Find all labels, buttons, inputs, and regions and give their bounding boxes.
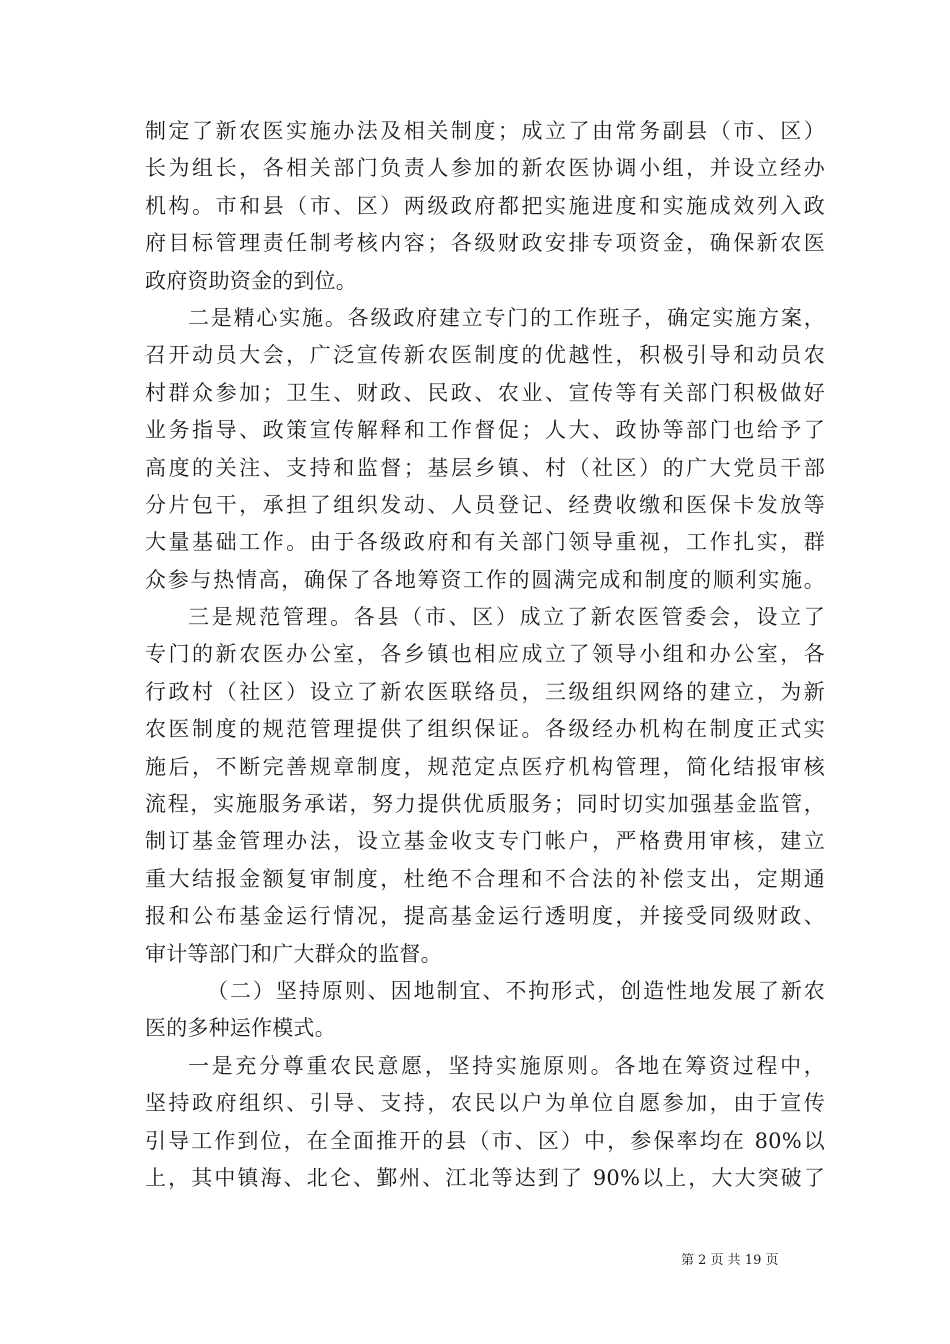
document-body bbox=[145, 113, 825, 1197]
text-line: 分片包干，承担了组织发动、人员登记、经费收缴和医保卡发放等 bbox=[145, 492, 825, 517]
text-line: 高度的关注、支持和监督；基层乡镇、村（社区）的广大党员干部 bbox=[145, 455, 825, 480]
text-line: 机构。市和县（市、区）两级政府都把实施进度和实施成效列入政 bbox=[145, 193, 825, 218]
paragraph-p2 bbox=[145, 300, 825, 599]
text-line: 业务指导、政策宣传解释和工作督促；人大、政协等部门也给予了 bbox=[145, 418, 825, 443]
text-line: 流程，实施服务承诺，努力提供优质服务；同时切实加强基金监管， bbox=[145, 792, 825, 817]
text-line: 施后，不断完善规章制度，规范定点医疗机构管理，简化结报审核 bbox=[145, 754, 825, 779]
text-line: 审计等部门和广大群众的监督。 bbox=[145, 941, 442, 966]
text-line: 制订基金管理办法，设立基金收支专门帐户，严格费用审核，建立 bbox=[145, 829, 825, 854]
text-line: 三是规范管理。各县（市、区）成立了新农医管委会，设立了 bbox=[188, 605, 825, 630]
paragraph-p1 bbox=[145, 113, 825, 300]
text-line: （二）坚持原则、因地制宜、不拘形式，创造性地发展了新农 bbox=[207, 978, 825, 1003]
text-line: 长为组长，各相关部门负责人参加的新农医协调小组，并设立经办 bbox=[145, 156, 825, 181]
text-line: 大量基础工作。由于各级政府和有关部门领导重视，工作扎实，群 bbox=[145, 530, 825, 555]
text-line: 众参与热情高，确保了各地筹资工作的圆满完成和制度的顺利实施。 bbox=[145, 567, 825, 592]
paragraph-p5 bbox=[145, 1048, 825, 1198]
text-line: 医的多种运作模式。 bbox=[145, 1016, 336, 1041]
text-line: 行政村（社区）设立了新农医联络员，三级组织网络的建立，为新 bbox=[145, 679, 825, 704]
text-line: 农医制度的规范管理提供了组织保证。各级经办机构在制度正式实 bbox=[145, 717, 825, 742]
text-line: 一是充分尊重农民意愿，坚持实施原则。各地在筹资过程中， bbox=[188, 1053, 825, 1078]
text-line: 府目标管理责任制考核内容；各级财政安排专项资金，确保新农医 bbox=[145, 231, 825, 256]
text-line: 报和公布基金运行情况，提高基金运行透明度，并接受同级财政、 bbox=[145, 904, 825, 929]
text-line: 召开动员大会，广泛宣传新农医制度的优越性，积极引导和动员农 bbox=[145, 343, 825, 368]
text-line: 上，其中镇海、北仑、鄞州、江北等达到了 90%以上，大大突破了 bbox=[145, 1165, 825, 1190]
text-line: 重大结报金额复审制度，杜绝不合理和不合法的补偿支出，定期通 bbox=[145, 866, 825, 891]
text-line: 引导工作到位，在全面推开的县（市、区）中，参保率均在 80%以 bbox=[145, 1128, 825, 1153]
text-line: 政府资助资金的到位。 bbox=[145, 268, 357, 293]
text-line: 村群众参加；卫生、财政、民政、农业、宣传等有关部门积极做好 bbox=[145, 380, 825, 405]
text-line: 专门的新农医办公室，各乡镇也相应成立了领导小组和办公室，各 bbox=[145, 642, 825, 667]
page-number: 第 2 页 共 19 页 bbox=[681, 1253, 779, 1268]
text-line: 二是精心实施。各级政府建立专门的工作班子，确定实施方案， bbox=[188, 305, 825, 330]
paragraph-p3 bbox=[145, 599, 825, 973]
text-line: 制定了新农医实施办法及相关制度；成立了由常务副县（市、区） bbox=[145, 119, 825, 143]
paragraph-p4 bbox=[145, 973, 825, 1048]
text-line: 坚持政府组织、引导、支持，农民以户为单位自愿参加，由于宣传 bbox=[145, 1091, 825, 1116]
